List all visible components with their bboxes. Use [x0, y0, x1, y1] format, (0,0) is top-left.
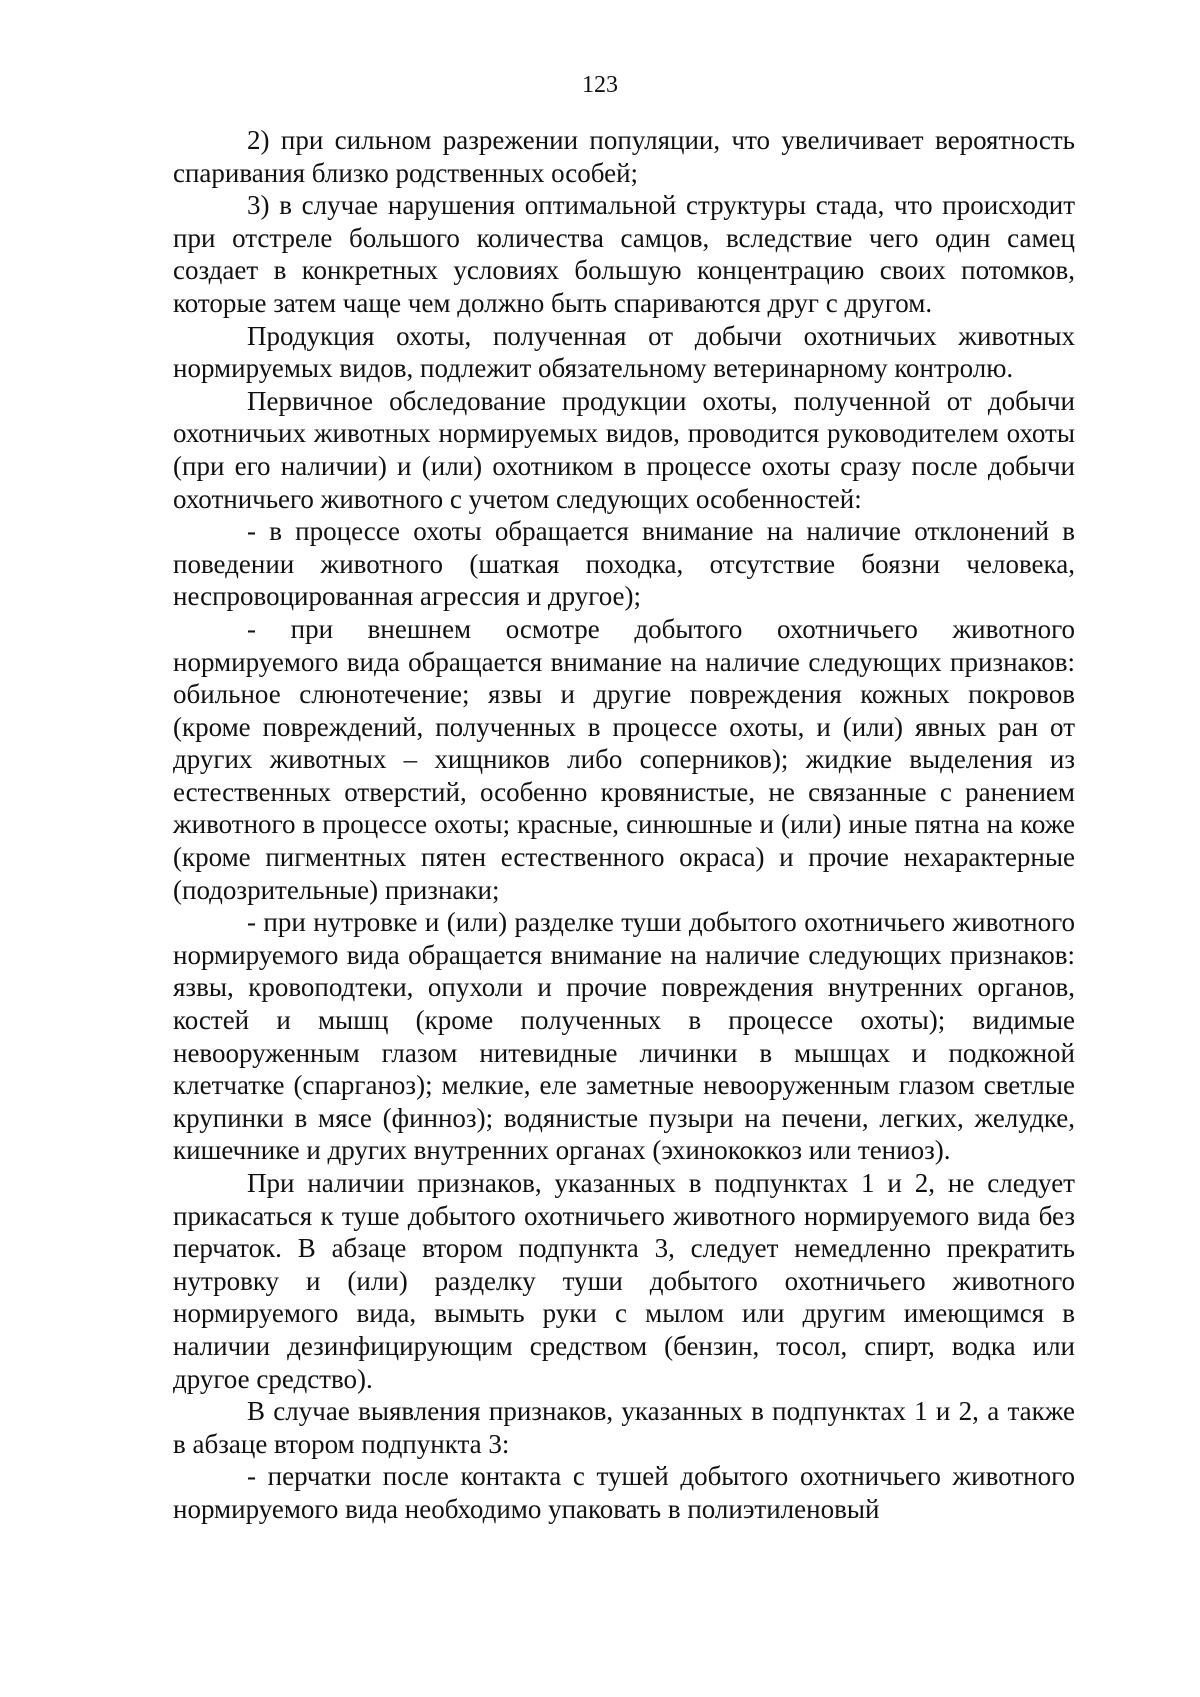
paragraph-item-3-herd-structure: 3) в случае нарушения оптимальной структуры стада, что происходит при отстреле большого количества самцов, вследствие чего один самец создает в конкретных условиях большую концентрацию своих потомков, которые затем чаще чем должно быть спариваются друг с другом.: [173, 190, 1075, 318]
page-number: 123: [582, 72, 618, 98]
paragraph-item-2-low-density: 2) при сильном разрежении популяции, что увеличивает вероятность спаривания близко родственных особей;: [173, 125, 1075, 188]
body-text: [173, 124, 1075, 1526]
paragraph-handling-precautions: При наличии признаков, указанных в подпунктах 1 и 2, не следует прикасаться к туше добытого охотничьего животного нормируемого вида без перчаток. В абзаце втором подпункта 3, следует немедленно прекратить нутровку и (или) разделку туши добытого охотничьего животного нормируемого вида, вымыть руки с мылом или другим имеющимся в наличии дезинфицирующим средством (бензин, тосол, спирт, водка или другое средство).: [173, 1168, 1075, 1394]
paragraph-external-examination: - при внешнем осмотре добытого охотничьего животного нормируемого вида обращается внимание на наличие следующих признаков: обильное слюнотечение; язвы и другие повреждения кожных покровов (кроме повреждений, полученных в процессе охоты, и (или) явных ран от других животных – хищников либо соперников); жидкие выделения из естественных отверстий, особенно кровянистые, не связанные с ранением животного в процессе охоты; красные, синюшные и (или) иные пятна на коже (кроме пигментных пятен естественного окраса) и прочие нехарактерные (подозрительные) признаки;: [173, 613, 1075, 905]
paragraph-gloves-disposal: - перчатки после контакта с тушей добытого охотничьего животного нормируемого вида необходимо упаковать в полиэтиленовый: [173, 1461, 1075, 1524]
paragraph-carcass-examination: - при нутровке и (или) разделке туши добытого охотничьего животного нормируемого вида обращается внимание на наличие следующих признаков: язвы, кровоподтеки, опухоли и прочие повреждения внутренних органов, костей и мышц (кроме полученных в процессе охоты); видимые невооруженным глазом нитевидные личинки в мышцах и подкожной клетчатке (спарганоз); мелкие, еле заметные невооруженным глазом светлые крупинки в мясе (финноз); водянистые пузыри на печени, легких, желудке, кишечнике и других внутренних органах (эхинококкоз или тениоз).: [173, 907, 1075, 1166]
paragraph-primary-inspection: Первичное обследование продукции охоты, полученной от добычи охотничьих животных нормируемых видов, проводится руководителем охоты (при его наличии) и (или) охотником в процессе охоты сразу после добычи охотничьего животного с учетом следующих особенностей:: [173, 385, 1075, 514]
paragraph-vet-control: Продукция охоты, полученная от добычи охотничьих животных нормируемых видов, подлежит обязательному ветеринарному контролю.: [173, 320, 1075, 384]
paragraph-behavior-check: - в процессе охоты обращается внимание на наличие отклонений в поведении животного (шаткая походка, отсутствие боязни человека, неспровоцированная агрессия и другое);: [173, 516, 1075, 612]
paragraph-detected-signs: В случае выявления признаков, указанных в подпунктах 1 и 2, а также в абзаце втором подпункта 3:: [173, 1396, 1075, 1459]
